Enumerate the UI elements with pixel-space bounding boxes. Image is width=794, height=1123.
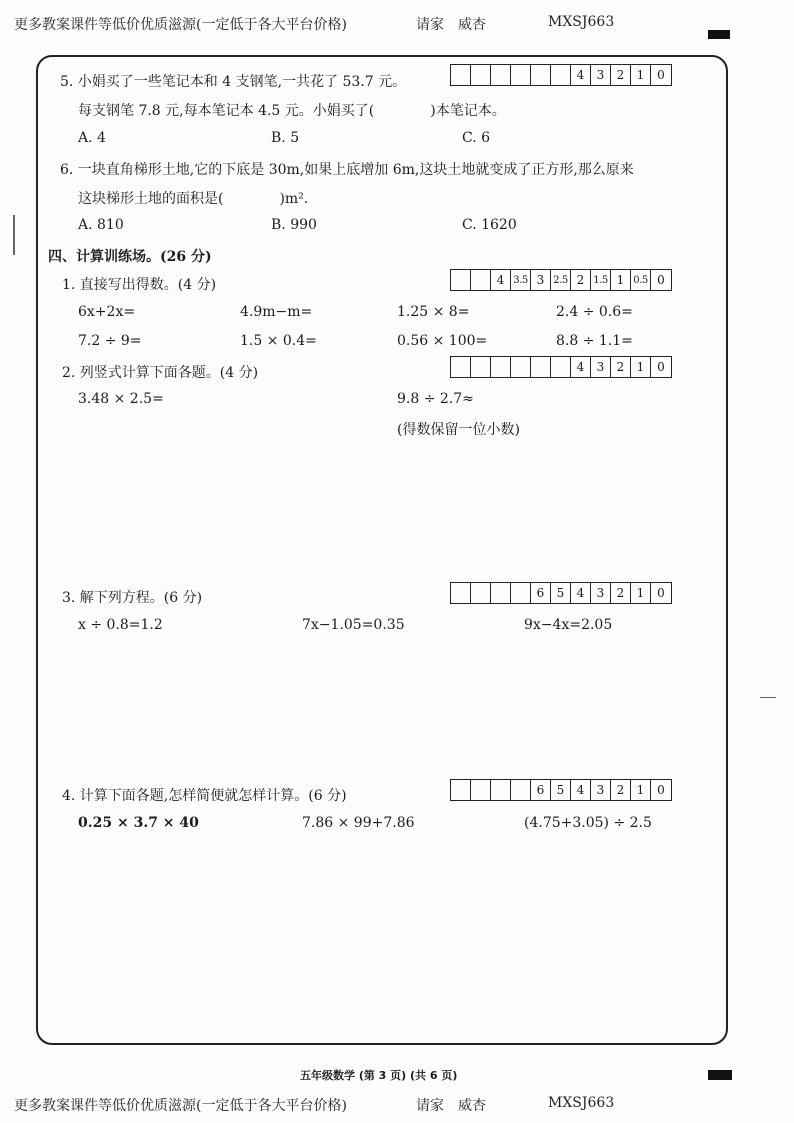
p1-item: 2.4 ÷ 0.6= bbox=[556, 304, 633, 320]
q6-option-a: A. 810 bbox=[78, 217, 124, 233]
p4-score-box[interactable] bbox=[450, 779, 672, 801]
q5-score-box[interactable] bbox=[450, 64, 672, 86]
p4-item: (4.75+3.05) ÷ 2.5 bbox=[524, 815, 652, 831]
score-cell[interactable] bbox=[491, 583, 511, 603]
p3-title: 3. 解下列方程。(6 分) bbox=[62, 590, 203, 606]
p3-item: 7x−1.05=0.35 bbox=[302, 617, 405, 633]
score-cell[interactable] bbox=[491, 357, 511, 377]
score-cell[interactable]: 4 bbox=[571, 583, 591, 603]
score-cell[interactable]: 1 bbox=[631, 65, 651, 85]
p1-item: 0.56 × 100= bbox=[397, 333, 488, 349]
score-cell[interactable]: 3 bbox=[591, 65, 611, 85]
footer-contact: 请家 威杏 bbox=[416, 1098, 486, 1114]
footer-code: MXSJ663 bbox=[548, 1095, 615, 1111]
score-cell[interactable] bbox=[471, 583, 491, 603]
q5-option-a: A. 4 bbox=[78, 130, 106, 146]
score-cell[interactable]: 0 bbox=[657, 783, 665, 797]
p1-title: 1. 直接写出得数。(4 分) bbox=[62, 277, 217, 293]
p2-item: 9.8 ÷ 2.7≈ bbox=[397, 391, 474, 407]
score-cell[interactable] bbox=[471, 270, 491, 290]
p4-title: 4. 计算下面各题,怎样简便就怎样计算。(6 分) bbox=[62, 788, 347, 804]
q5-option-b: B. 5 bbox=[271, 130, 300, 146]
section-title: 四、计算训练场。(26 分) bbox=[48, 249, 212, 265]
score-cell[interactable] bbox=[511, 65, 531, 85]
score-cell[interactable]: 2 bbox=[571, 270, 591, 290]
score-cell[interactable] bbox=[531, 357, 551, 377]
score-cell[interactable]: 3 bbox=[591, 780, 611, 800]
q6-line1: 6. 一块直角梯形土地,它的下底是 30m,如果上底增加 6m,这块土地就变成了正方形,那么原来 bbox=[60, 162, 634, 178]
score-cell[interactable] bbox=[471, 65, 491, 85]
score-cell[interactable]: 2 bbox=[611, 357, 631, 377]
p2-title: 2. 列竖式计算下面各题。(4 分) bbox=[62, 365, 259, 381]
score-cell[interactable] bbox=[471, 357, 491, 377]
q5-option-c: C. 6 bbox=[462, 130, 491, 146]
score-cell[interactable]: 5 bbox=[551, 780, 571, 800]
header-promo: 更多教案课件等低价优质滋源(一定低于各大平台价格) bbox=[14, 17, 347, 33]
p1-score-box[interactable] bbox=[450, 269, 672, 291]
header-contact: 请家 威杏 bbox=[416, 17, 486, 33]
score-cell[interactable]: 0 bbox=[657, 360, 665, 374]
scan-mark-right bbox=[760, 697, 776, 698]
score-cell[interactable] bbox=[511, 583, 531, 603]
score-cell[interactable]: 0 bbox=[657, 68, 665, 82]
score-cell[interactable]: 2 bbox=[611, 780, 631, 800]
score-cell[interactable] bbox=[491, 65, 511, 85]
score-cell[interactable]: 4 bbox=[571, 65, 591, 85]
p2-item: 3.48 × 2.5= bbox=[78, 391, 164, 407]
score-cell[interactable]: 3 bbox=[531, 270, 551, 290]
q6-line2: 这块梯形土地的面积是( )m². bbox=[78, 191, 309, 207]
score-cell[interactable]: 6 bbox=[531, 583, 551, 603]
scan-mark-left bbox=[13, 215, 15, 255]
p1-item: 8.8 ÷ 1.1= bbox=[556, 333, 633, 349]
score-cell[interactable]: 1 bbox=[631, 583, 651, 603]
q6-option-c: C. 1620 bbox=[462, 217, 517, 233]
p3-score-box[interactable] bbox=[450, 582, 672, 604]
score-cell[interactable]: 4 bbox=[571, 357, 591, 377]
q6-option-b: B. 990 bbox=[271, 217, 317, 233]
score-cell[interactable]: 1 bbox=[631, 780, 651, 800]
score-cell[interactable] bbox=[451, 780, 471, 800]
q5-line1: 5. 小娟买了一些笔记本和 4 支钢笔,一共花了 53.7 元。 bbox=[60, 74, 407, 90]
p1-item: 1.5 × 0.4= bbox=[240, 333, 317, 349]
score-cell[interactable]: 4 bbox=[571, 780, 591, 800]
score-cell[interactable] bbox=[491, 780, 511, 800]
score-cell[interactable] bbox=[451, 583, 471, 603]
header-code: MXSJ663 bbox=[548, 14, 615, 30]
score-cell[interactable]: 1 bbox=[631, 357, 651, 377]
score-cell[interactable] bbox=[511, 780, 531, 800]
p1-item: 1.25 × 8= bbox=[397, 304, 470, 320]
score-cell[interactable]: 0 bbox=[657, 273, 665, 287]
p2-note: (得数保留一位小数) bbox=[397, 422, 520, 438]
p3-item: x ÷ 0.8=1.2 bbox=[78, 617, 163, 633]
p1-item: 6x+2x= bbox=[78, 304, 136, 320]
score-cell[interactable]: 5 bbox=[551, 583, 571, 603]
score-cell[interactable]: 3.5 bbox=[511, 270, 531, 290]
p3-item: 9x−4x=2.05 bbox=[524, 617, 613, 633]
p2-score-box[interactable] bbox=[450, 356, 672, 378]
p1-item: 4.9m−m= bbox=[240, 304, 313, 320]
registration-mark-bottom bbox=[708, 1070, 732, 1080]
score-cell[interactable] bbox=[451, 65, 471, 85]
score-cell[interactable]: 0 bbox=[657, 586, 665, 600]
page-number-label: 五年级数学 (第 3 页) (共 6 页) bbox=[300, 1069, 458, 1082]
registration-mark-top bbox=[708, 30, 730, 39]
score-cell[interactable]: 1 bbox=[611, 270, 631, 290]
score-cell[interactable]: 6 bbox=[531, 780, 551, 800]
score-cell[interactable] bbox=[451, 270, 471, 290]
score-cell[interactable] bbox=[551, 65, 571, 85]
q5-line2: 每支钢笔 7.8 元,每本笔记本 4.5 元。小娟买了( )本笔记本。 bbox=[78, 103, 506, 119]
score-cell[interactable] bbox=[531, 65, 551, 85]
score-cell[interactable]: 2 bbox=[611, 583, 631, 603]
score-cell[interactable]: 3 bbox=[591, 357, 611, 377]
p4-item: 0.25 × 3.7 × 40 bbox=[78, 815, 199, 831]
score-cell[interactable] bbox=[511, 357, 531, 377]
score-cell[interactable]: 1.5 bbox=[591, 270, 611, 290]
score-cell[interactable]: 0.5 bbox=[631, 270, 651, 290]
score-cell[interactable] bbox=[451, 357, 471, 377]
p4-item: 7.86 × 99+7.86 bbox=[302, 815, 415, 831]
score-cell[interactable]: 3 bbox=[591, 583, 611, 603]
footer-promo: 更多教案课件等低价优质滋源(一定低于各大平台价格) bbox=[14, 1098, 347, 1114]
score-cell[interactable]: 4 bbox=[491, 270, 511, 290]
score-cell[interactable]: 2 bbox=[611, 65, 631, 85]
score-cell[interactable] bbox=[471, 780, 491, 800]
score-cell[interactable] bbox=[551, 357, 571, 377]
score-cell[interactable]: 2.5 bbox=[551, 270, 571, 290]
p1-item: 7.2 ÷ 9= bbox=[78, 333, 142, 349]
